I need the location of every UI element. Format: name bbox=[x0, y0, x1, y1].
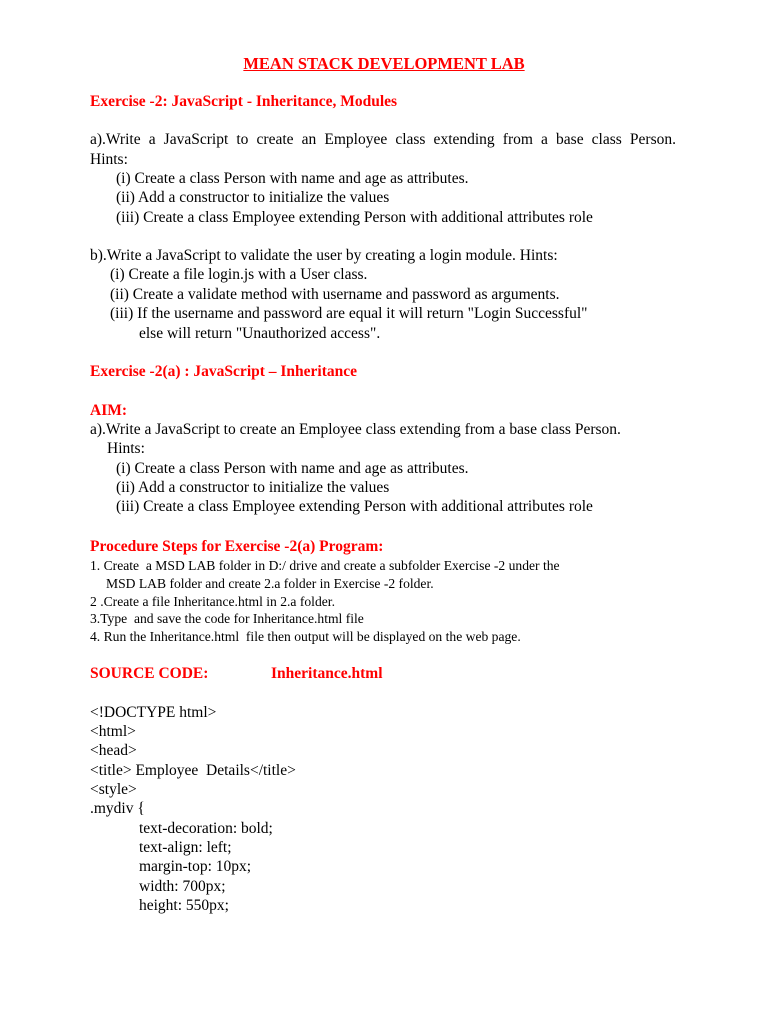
aim-hint-1: (i) Create a class Person with name and age as attributes. bbox=[116, 460, 469, 477]
aim-question: a).Write a JavaScript to create an Employee class extending from a base class Person. bbox=[90, 421, 621, 438]
code-line-7: text-decoration: bold; bbox=[139, 820, 273, 837]
aim-hint-3: (iii) Create a class Employee extending Person with additional attributes role bbox=[116, 498, 593, 515]
code-line-5: <style> bbox=[90, 781, 137, 798]
code-line-9: margin-top: 10px; bbox=[139, 858, 252, 875]
part-b-hint-3: (iii) If the username and password are equal it will return "Login Successful" bbox=[110, 305, 588, 322]
part-b-question: b).Write a JavaScript to validate the user by creating a login module. Hints: bbox=[90, 247, 558, 264]
exercise-2a-heading: Exercise -2(a) : JavaScript – Inheritance bbox=[90, 363, 358, 380]
code-line-2: <html> bbox=[90, 723, 136, 740]
part-a-hints-label: Hints: bbox=[90, 151, 128, 168]
part-a-hint-3: (iii) Create a class Employee extending Person with additional attributes role bbox=[116, 209, 593, 226]
code-line-11: height: 550px; bbox=[139, 897, 229, 914]
code-line-1: <!DOCTYPE html> bbox=[90, 704, 217, 721]
code-line-8: text-align: left; bbox=[139, 839, 232, 856]
aim-hint-2: (ii) Add a constructor to initialize the values bbox=[116, 479, 390, 496]
procedure-step-1-continued: MSD LAB folder and create 2.a folder in Exercise -2 folder. bbox=[106, 576, 434, 591]
code-line-4: <title> Employee Details</title> bbox=[90, 762, 296, 779]
procedure-step-1: 1. Create a MSD LAB folder in D:/ drive and create a subfolder Exercise -2 under the bbox=[90, 558, 560, 573]
code-line-6: .mydiv { bbox=[90, 800, 145, 817]
page-title: MEAN STACK DEVELOPMENT LAB bbox=[243, 54, 525, 73]
part-a-hint-2: (ii) Add a constructor to initialize the values bbox=[116, 189, 390, 206]
exercise-heading: Exercise -2: JavaScript - Inheritance, Modules bbox=[90, 93, 398, 110]
aim-label: AIM: bbox=[90, 402, 128, 419]
part-b-hint-1: (i) Create a file login.js with a User class. bbox=[110, 266, 368, 283]
source-code-label: SOURCE CODE: bbox=[90, 665, 209, 682]
procedure-step-4: 4. Run the Inheritance.html file then output will be displayed on the web page. bbox=[90, 629, 521, 644]
code-line-10: width: 700px; bbox=[139, 878, 226, 895]
source-code-filename: Inheritance.html bbox=[271, 665, 383, 682]
procedure-heading: Procedure Steps for Exercise -2(a) Program: bbox=[90, 538, 384, 555]
procedure-step-2: 2 .Create a file Inheritance.html in 2.a folder. bbox=[90, 594, 335, 609]
procedure-step-3: 3.Type and save the code for Inheritance.html file bbox=[90, 611, 364, 626]
part-a-question: a).Write a JavaScript to create an Employee class extending from a base class Person. bbox=[90, 131, 676, 148]
aim-hints-label: Hints: bbox=[107, 440, 145, 457]
part-b-hint-3-continued: else will return "Unauthorized access". bbox=[139, 325, 381, 342]
part-b-hint-2: (ii) Create a validate method with username and password as arguments. bbox=[110, 286, 560, 303]
code-line-3: <head> bbox=[90, 742, 137, 759]
part-a-hint-1: (i) Create a class Person with name and age as attributes. bbox=[116, 170, 469, 187]
